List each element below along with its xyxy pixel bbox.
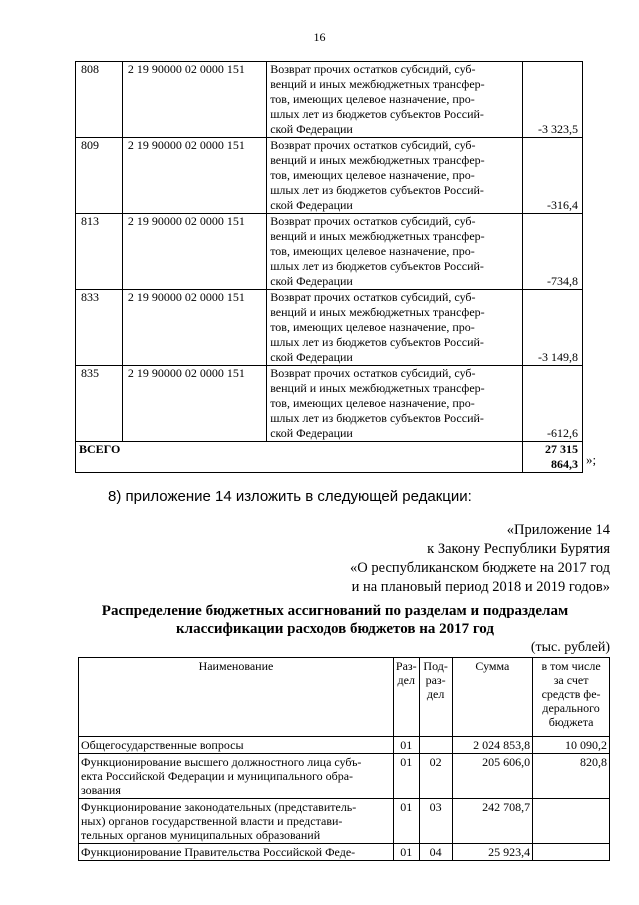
header-line: дел <box>397 673 415 687</box>
description-line: ской Федерации <box>270 198 353 212</box>
description-cell <box>267 214 523 290</box>
row-sum: 242 708,7 <box>452 799 533 844</box>
appendix-header <box>350 521 610 597</box>
row-sum: 2 024 853,8 <box>452 737 533 754</box>
description-line: венций и иных межбюджетных трансфер- <box>270 305 485 319</box>
row-section: 01 <box>393 799 419 844</box>
description-line: Возврат прочих остатков субсидий, суб- <box>270 214 476 228</box>
row-section: 01 <box>393 754 419 799</box>
description-cell <box>267 366 523 442</box>
header-subsection <box>419 658 452 737</box>
name-line: Общегосударственные вопросы <box>81 738 244 752</box>
header-name: Наименование <box>79 658 394 737</box>
description-line: Возврат прочих остатков субсидий, суб- <box>270 366 476 380</box>
row-name <box>79 737 394 754</box>
row-subsection: 02 <box>419 754 452 799</box>
title-line: Распределение бюджетных ассигнований по разделам и подразделам <box>101 603 569 619</box>
total-row <box>76 442 583 473</box>
description-line: тов, имеющих целевое назначение, про- <box>270 92 475 106</box>
table-row <box>79 844 610 861</box>
appendix-line: и на плановый период 2018 и 2019 годов» <box>351 579 610 595</box>
appendix-line: к Закону Республики Бурятия <box>427 541 610 557</box>
description-line: шлых лет из бюджетов субъектов Россий- <box>270 411 484 425</box>
table-row <box>79 754 610 799</box>
allocation-table <box>78 657 610 861</box>
table-row <box>76 290 583 366</box>
header-line: раз- <box>425 673 446 687</box>
description-line: шлых лет из бюджетов субъектов Россий- <box>270 259 484 273</box>
description-line: ской Федерации <box>270 274 353 288</box>
table-row <box>76 214 583 290</box>
header-line: Раз- <box>395 659 417 673</box>
description-line: ской Федерации <box>270 350 353 364</box>
amount-cell: -612,6 <box>523 366 583 442</box>
kbk-cell: 2 19 90000 02 0000 151 <box>122 214 266 290</box>
description-line: венций и иных межбюджетных трансфер- <box>270 381 485 395</box>
admin-code-cell: 835 <box>76 366 123 442</box>
description-line: тов, имеющих целевое назначение, про- <box>270 320 475 334</box>
name-line: екта Российской Федерации и муниципального обра- <box>81 769 354 783</box>
page-number: 16 <box>313 30 326 44</box>
kbk-cell: 2 19 90000 02 0000 151 <box>122 290 266 366</box>
header-line: бюджета <box>548 715 594 729</box>
header-section <box>393 658 419 737</box>
row-section: 01 <box>393 737 419 754</box>
row-federal: 10 090,2 <box>533 737 610 754</box>
description-line: венций и иных межбюджетных трансфер- <box>270 153 485 167</box>
returns-table <box>75 61 583 473</box>
table-row <box>76 62 583 138</box>
description-cell <box>267 290 523 366</box>
row-federal <box>533 799 610 844</box>
row-federal: 820,8 <box>533 754 610 799</box>
admin-code-cell: 833 <box>76 290 123 366</box>
header-federal <box>533 658 610 737</box>
name-line: тельных органов муниципальных образований <box>81 828 321 842</box>
header-line: в том числе <box>541 659 601 673</box>
total-amount: 27 315 864,3 <box>523 442 583 473</box>
description-line: ской Федерации <box>270 122 353 136</box>
table-row <box>79 737 610 754</box>
description-cell <box>267 62 523 138</box>
row-federal <box>533 844 610 861</box>
row-section: 01 <box>393 844 419 861</box>
table-row <box>76 366 583 442</box>
kbk-cell: 2 19 90000 02 0000 151 <box>122 138 266 214</box>
header-line: средств фе- <box>541 687 601 701</box>
description-line: Возврат прочих остатков субсидий, суб- <box>270 138 476 152</box>
description-line: венций и иных межбюджетных трансфер- <box>270 77 485 91</box>
description-line: тов, имеющих целевое назначение, про- <box>270 396 475 410</box>
table-row <box>79 799 610 844</box>
description-cell <box>267 138 523 214</box>
header-line: дел <box>426 687 445 701</box>
description-line: тов, имеющих целевое назначение, про- <box>270 244 475 258</box>
amount-cell: -734,8 <box>523 214 583 290</box>
appendix-line: «О республиканском бюджете на 2017 год <box>350 560 610 576</box>
name-line: зования <box>81 783 121 797</box>
total-label: ВСЕГО <box>76 442 523 473</box>
kbk-cell: 2 19 90000 02 0000 151 <box>122 62 266 138</box>
description-line: шлых лет из бюджетов субъектов Россий- <box>270 335 484 349</box>
name-line: Функционирование Правительства Российской Феде- <box>81 845 356 859</box>
description-line: венций и иных межбюджетных трансфер- <box>270 229 485 243</box>
description-line: Возврат прочих остатков субсидий, суб- <box>270 290 476 304</box>
description-line: ской Федерации <box>270 426 353 440</box>
row-name <box>79 754 394 799</box>
header-sum: Сумма <box>452 658 533 737</box>
amount-cell: -3 149,8 <box>523 290 583 366</box>
description-line: тов, имеющих целевое назначение, про- <box>270 168 475 182</box>
name-line: ных) органов государственной власти и представи- <box>81 814 343 828</box>
row-name <box>79 799 394 844</box>
row-subsection: 04 <box>419 844 452 861</box>
description-line: шлых лет из бюджетов субъектов Россий- <box>270 183 484 197</box>
header-line: за счет <box>553 673 589 687</box>
name-line: Функционирование законодательных (представитель- <box>81 800 357 814</box>
row-name <box>79 844 394 861</box>
appendix-line: «Приложение 14 <box>506 522 610 538</box>
admin-code-cell: 808 <box>76 62 123 138</box>
admin-code-cell: 813 <box>76 214 123 290</box>
table-row <box>76 138 583 214</box>
description-line: Возврат прочих остатков субсидий, суб- <box>270 62 476 76</box>
row-sum: 25 923,4 <box>452 844 533 861</box>
header-line: дерального <box>542 701 600 715</box>
amount-cell: -3 323,5 <box>523 62 583 138</box>
amendment-item-text: 8) приложение 14 изложить в следующей редакции: <box>108 488 472 505</box>
closing-mark: »; <box>586 452 597 467</box>
row-subsection <box>419 737 452 754</box>
units-label: (тыс. рублей) <box>530 640 610 655</box>
name-line: Функционирование высшего должностного лица субъ- <box>81 755 362 769</box>
header-line: Под- <box>423 659 448 673</box>
row-subsection: 03 <box>419 799 452 844</box>
row-sum: 205 606,0 <box>452 754 533 799</box>
admin-code-cell: 809 <box>76 138 123 214</box>
amount-cell: -316,4 <box>523 138 583 214</box>
description-line: шлых лет из бюджетов субъектов Россий- <box>270 107 484 121</box>
title-line: классификации расходов бюджетов на 2017 год <box>176 621 494 637</box>
header-row <box>79 658 610 737</box>
kbk-cell: 2 19 90000 02 0000 151 <box>122 366 266 442</box>
document-title <box>75 602 595 638</box>
